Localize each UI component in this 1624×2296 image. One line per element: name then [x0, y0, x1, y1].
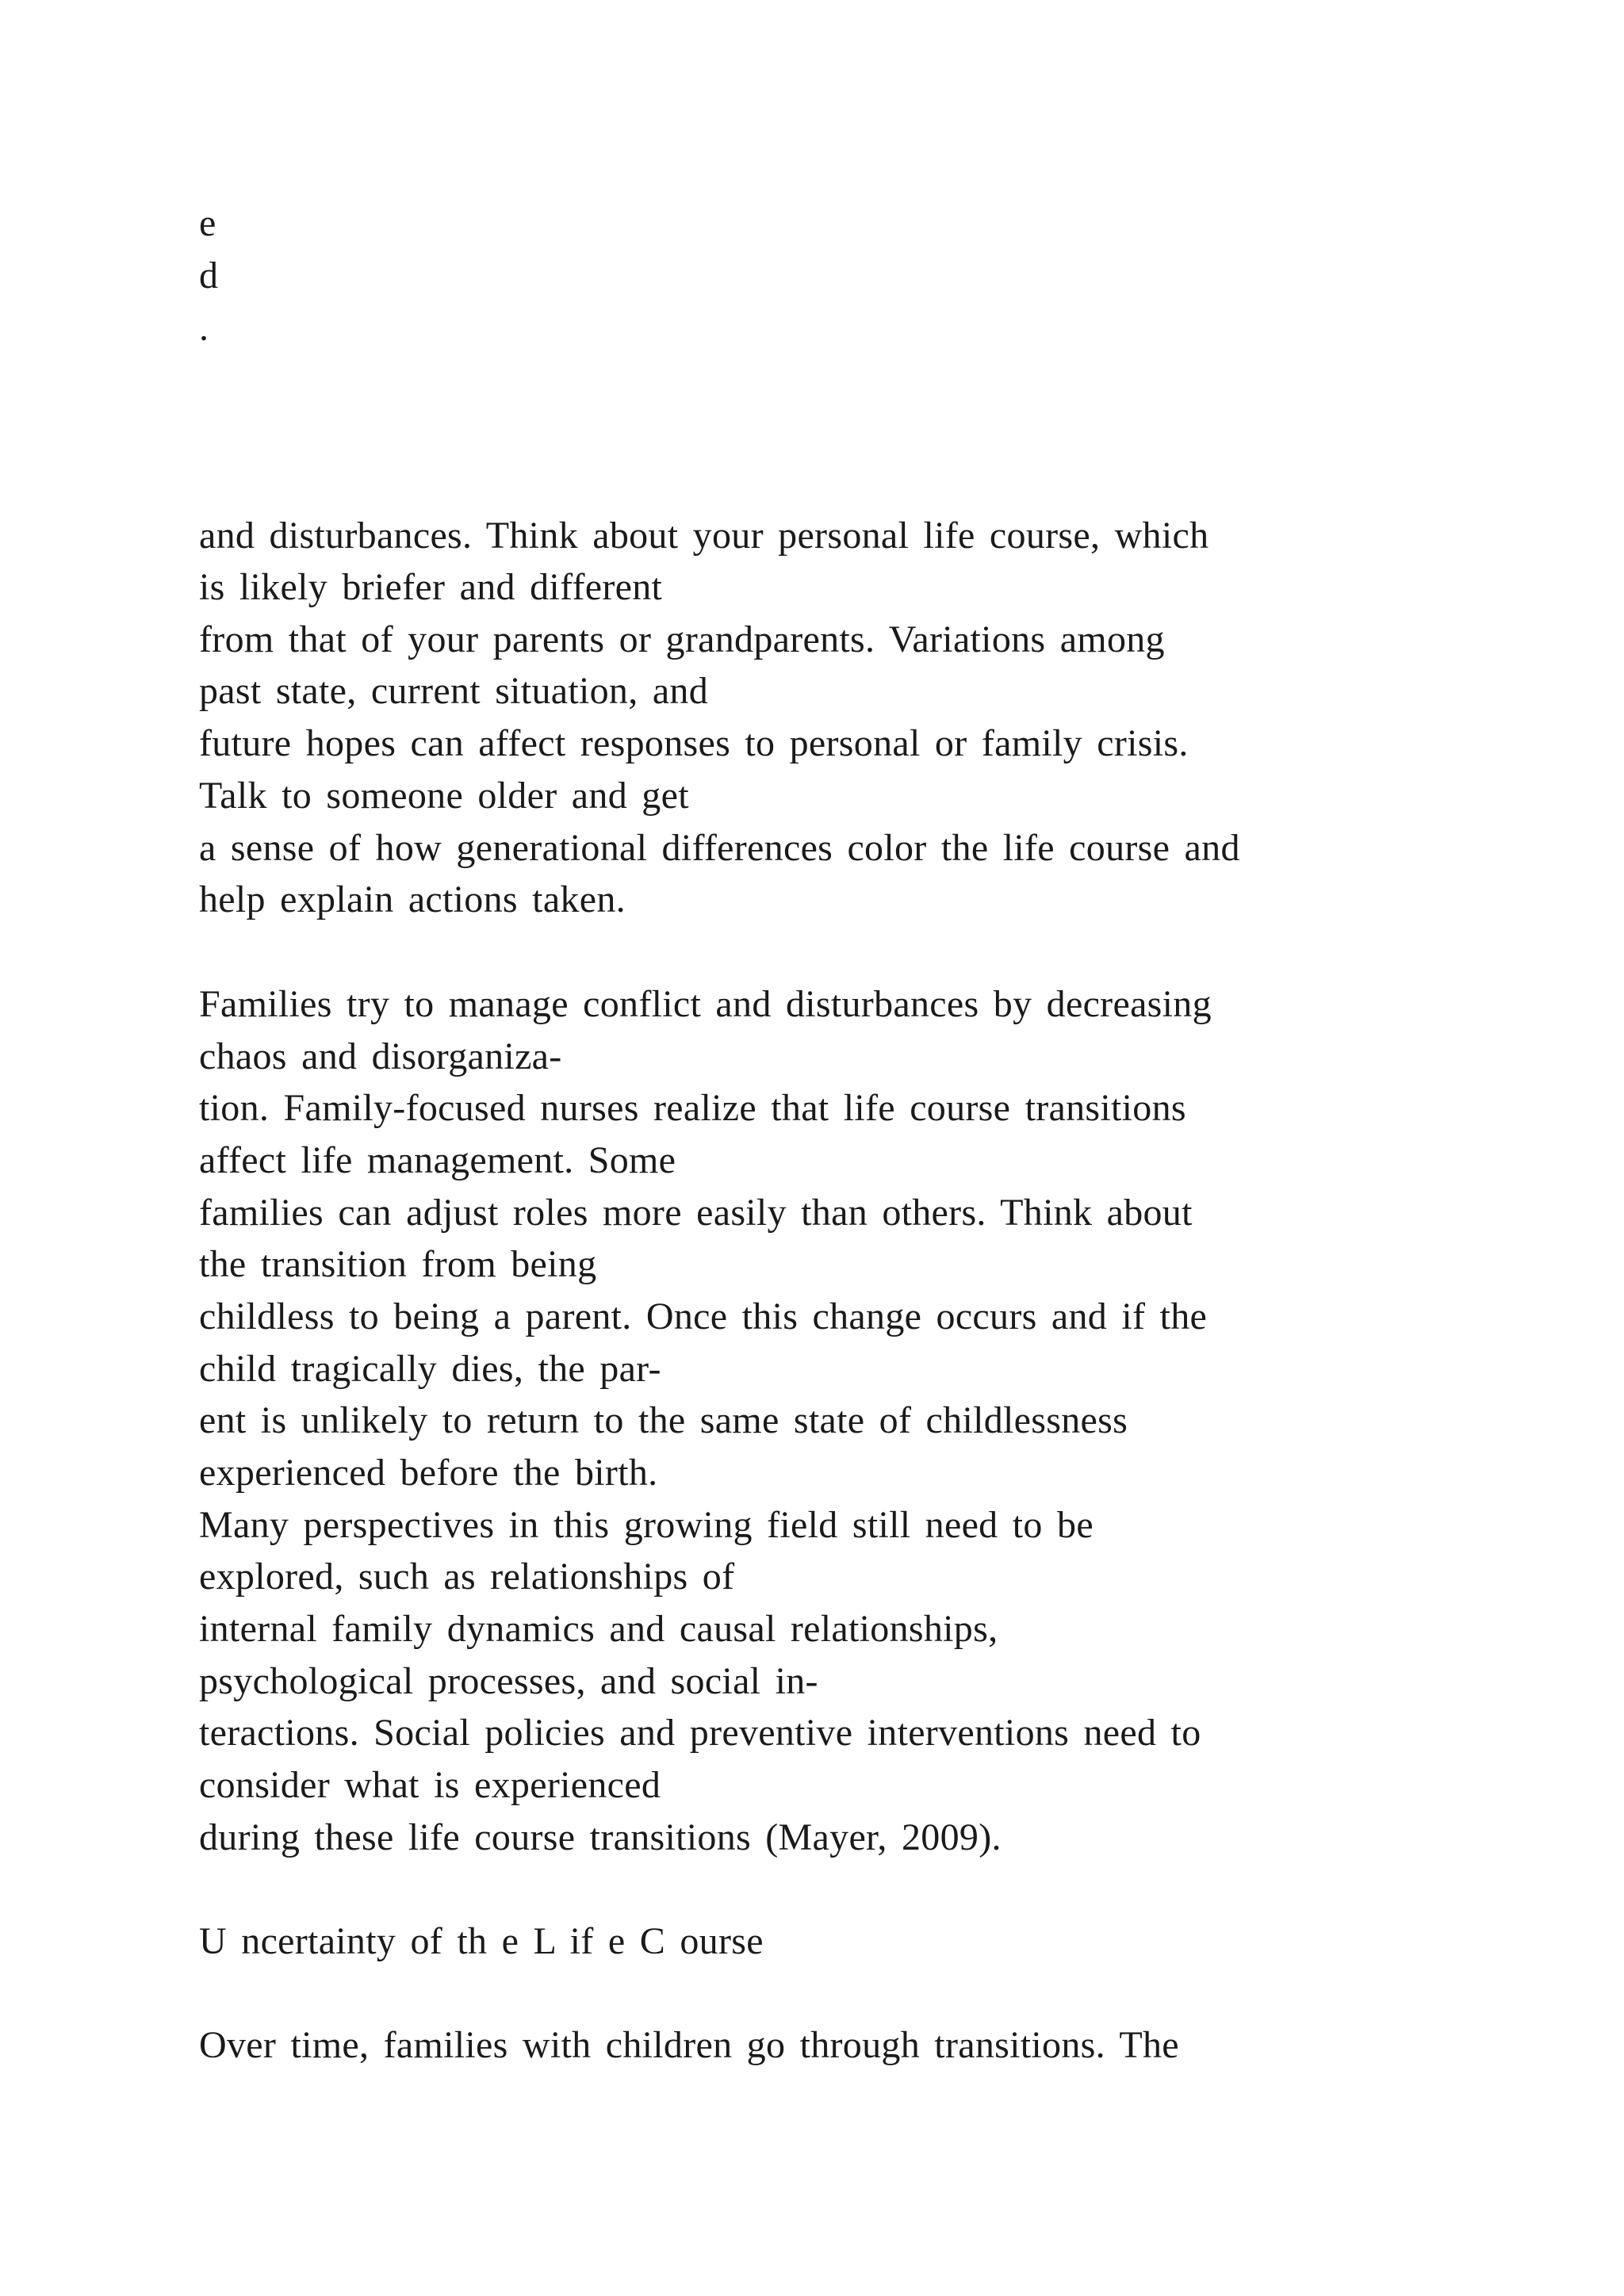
text-line: help explain actions taken.	[199, 878, 626, 920]
text-line: and disturbances. Think about your personal life course, which	[199, 515, 1209, 557]
text-line: Families try to manage conflict and disturbances by decreasing	[199, 983, 1212, 1025]
text-line: experienced before the birth.	[199, 1452, 658, 1494]
fragment-line: .	[199, 307, 209, 349]
text-line: past state, current situation, and	[199, 670, 709, 712]
text-line: teractions. Social policies and preventive interventions need to	[199, 1712, 1201, 1754]
text-line: affect life management. Some	[199, 1139, 676, 1181]
fragment-line: d	[199, 254, 219, 297]
text-line: psychological processes, and social in-	[199, 1660, 818, 1702]
section-heading: U ncertainty of th e L if e C ourse	[199, 1920, 764, 1962]
text-line: during these life course transitions (Mayer, 2009).	[199, 1816, 1002, 1858]
text-line: internal family dynamics and causal relationships,	[199, 1608, 998, 1650]
text-line: consider what is experienced	[199, 1764, 661, 1806]
text-line: the transition from being	[199, 1243, 597, 1285]
text-line: a sense of how generational differences color the life course and	[199, 827, 1240, 869]
text-line: childless to being a parent. Once this change occurs and if the	[199, 1295, 1208, 1337]
fragment-line: e	[199, 202, 216, 244]
text-line: families can adjust roles more easily than others. Think about	[199, 1192, 1193, 1234]
text-line: ent is unlikely to return to the same state of childlessness	[199, 1399, 1128, 1441]
text-line: chaos and disorganiza-	[199, 1035, 562, 1077]
text-line: child tragically dies, the par-	[199, 1348, 661, 1390]
text-line: Over time, families with children go through transitions. The	[199, 2024, 1179, 2066]
text-line: explored, such as relationships of	[199, 1556, 735, 1598]
text-line: is likely briefer and different	[199, 566, 663, 608]
text-line: from that of your parents or grandparents. Variations among	[199, 618, 1165, 660]
text-line: tion. Family-focused nurses realize that life course transitions	[199, 1087, 1186, 1129]
text-line: Many perspectives in this growing field still need to be	[199, 1504, 1094, 1546]
text-line: Talk to someone older and get	[199, 775, 689, 817]
text-line: future hopes can affect responses to personal or family crisis.	[199, 722, 1189, 764]
